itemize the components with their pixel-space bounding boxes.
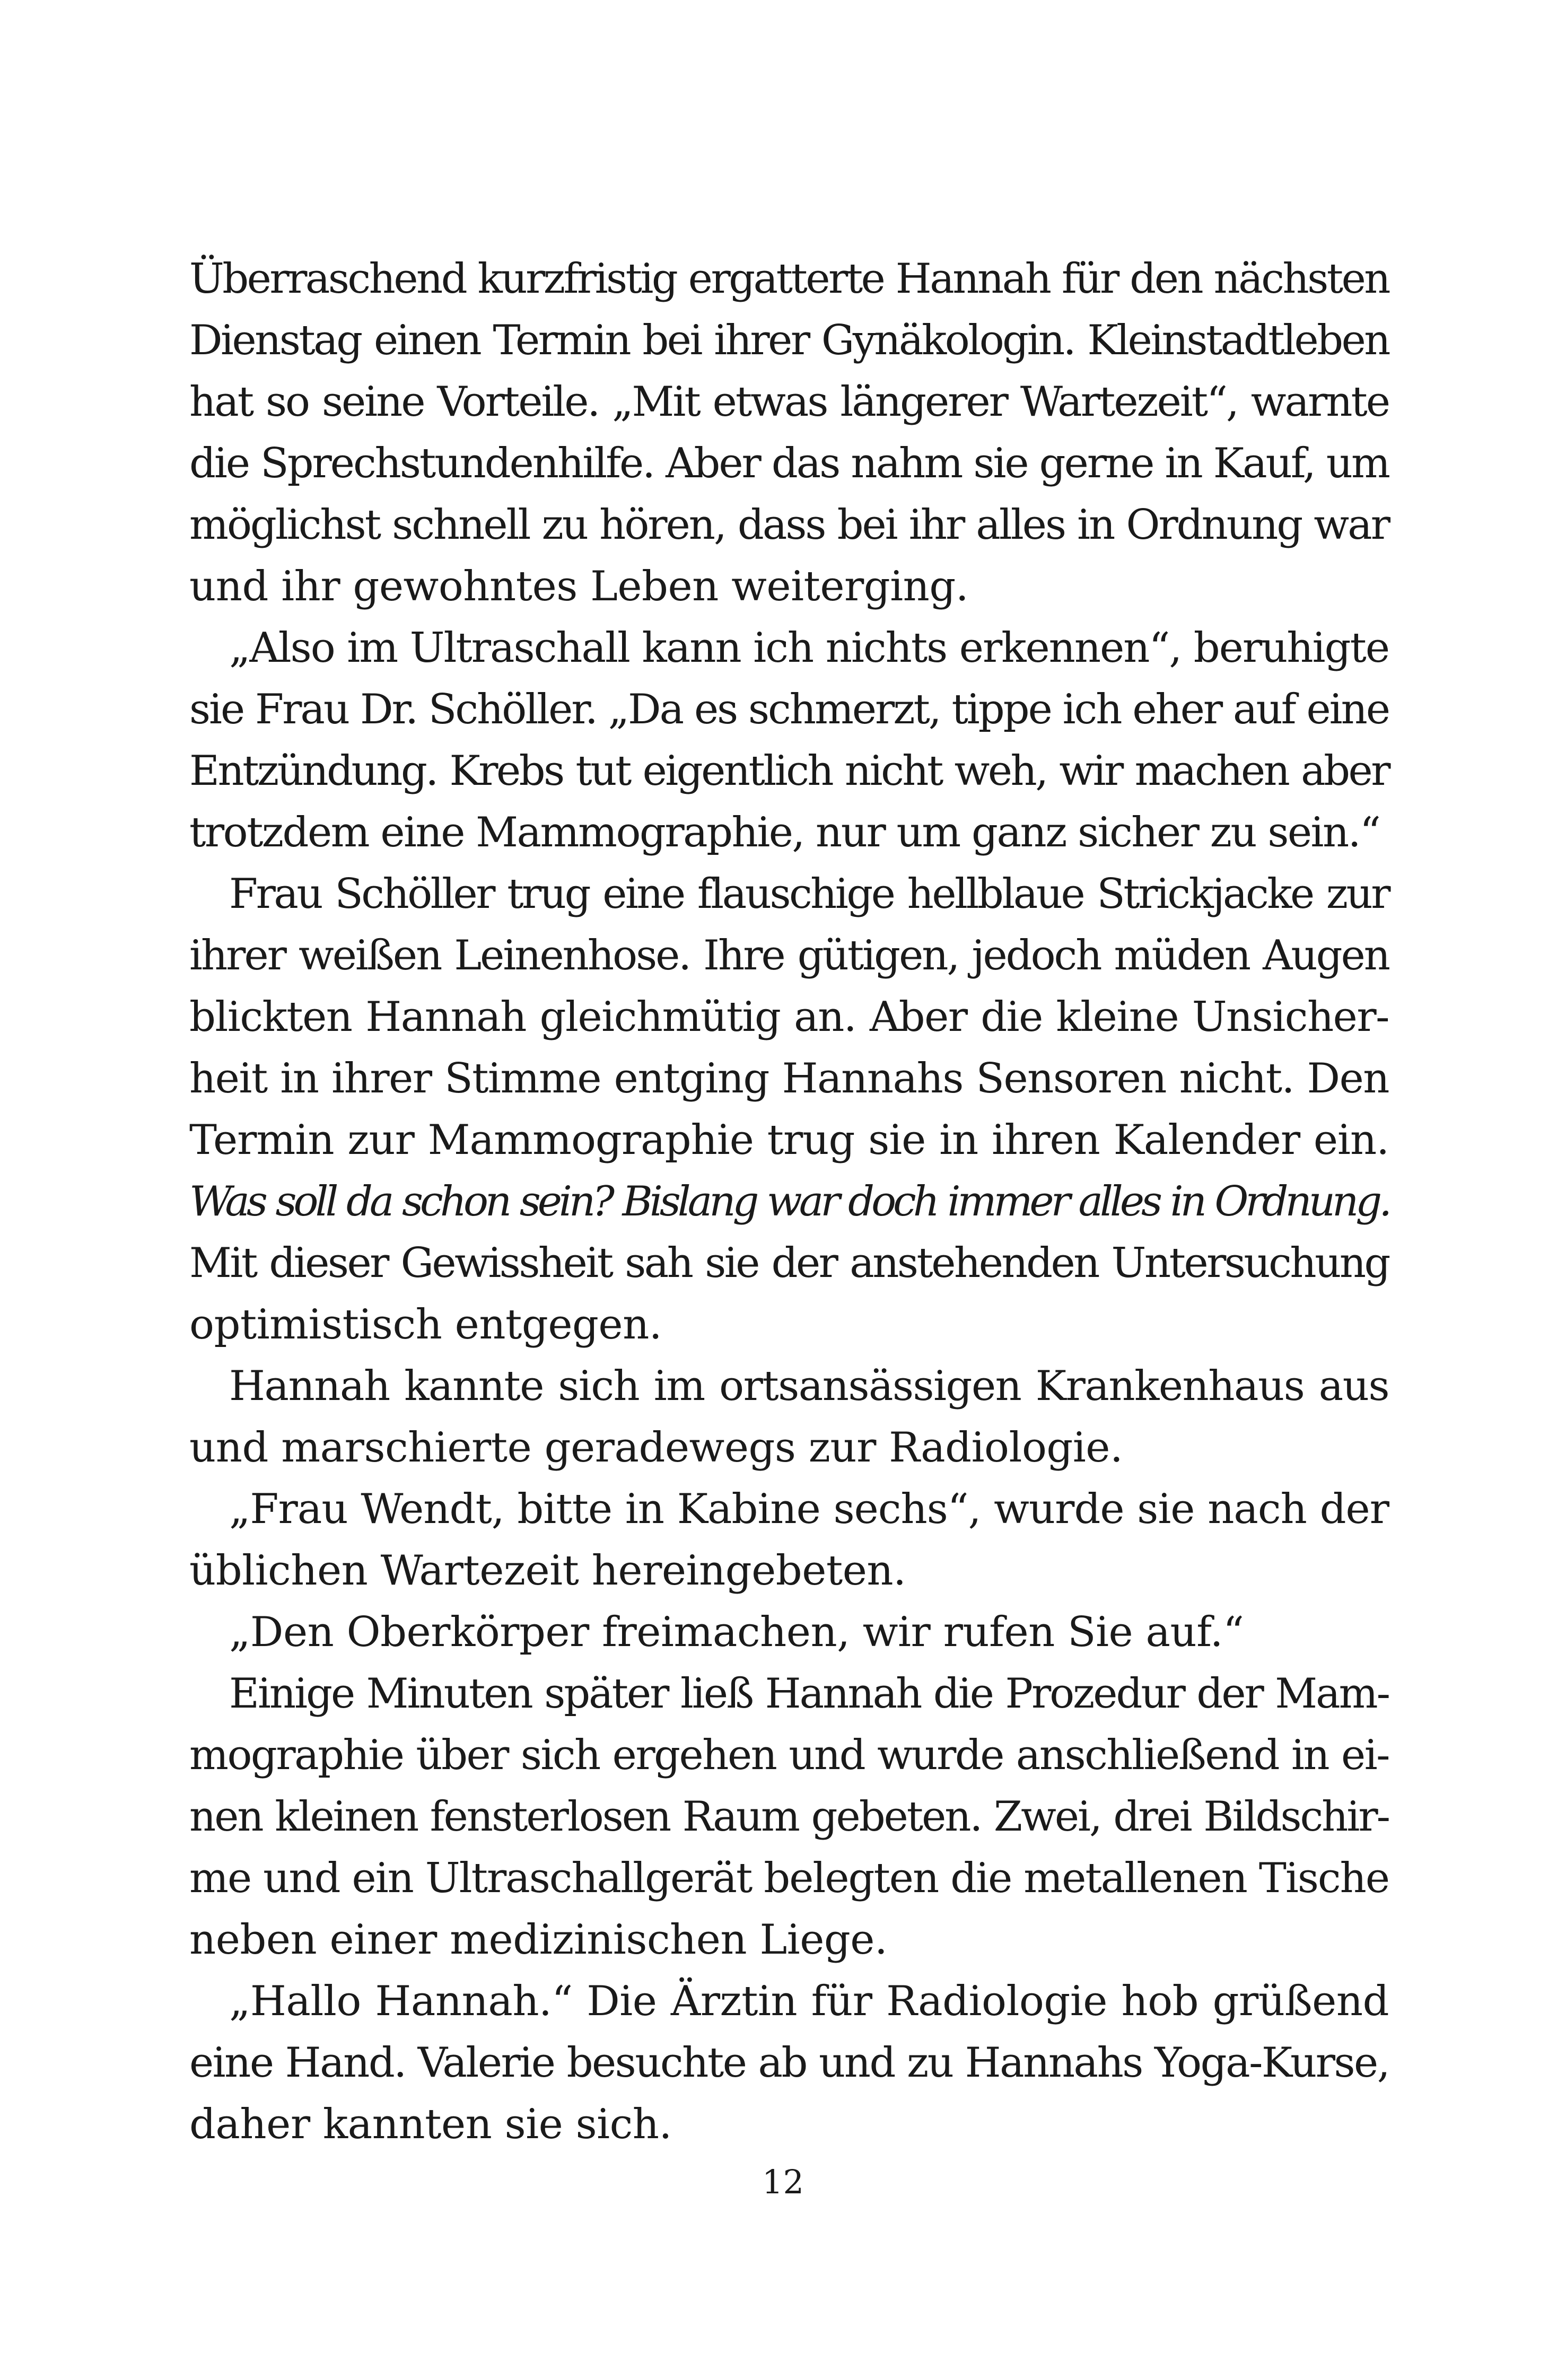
text-line: hat so seine Vorteile. „Mit etwas längerer Wartezeit“, warnte — [189, 378, 1389, 426]
body-text — [189, 248, 1389, 2155]
text-line: Dienstag einen Termin bei ihrer Gynäkologin. Kleinstadtleben — [189, 317, 1389, 364]
text-line: Frau Schöller trug eine flauschige hellblaue Strickjacke zur — [229, 870, 1389, 918]
text-line: „Hallo Hannah.“ Die Ärztin für Radiologie hob grüßend — [229, 1978, 1389, 2025]
text-line: trotzdem eine Mammographie, nur um ganz sicher zu sein.“ — [189, 809, 1380, 856]
text-line: heit in ihrer Stimme entging Hannahs Sensoren nicht. Den — [189, 1055, 1389, 1102]
text-line: Was soll da schon sein? Bislang war doch immer alles in Ordnung. — [189, 1178, 1389, 1226]
text-line: und ihr gewohntes Leben weiterging. — [189, 563, 969, 610]
text-line: Einige Minuten später ließ Hannah die Prozedur der Mam- — [229, 1670, 1389, 1718]
text-line: nen kleinen fensterlosen Raum gebeten. Zwei, drei Bildschir- — [189, 1793, 1389, 1841]
text-line: „Den Oberkörper freimachen, wir rufen Sie auf.“ — [229, 1608, 1244, 1656]
text-line: Entzündung. Krebs tut eigentlich nicht weh, wir machen aber — [189, 747, 1389, 795]
text-line: üblichen Wartezeit hereingebeten. — [189, 1547, 906, 1595]
text-line: Mit dieser Gewissheit sah sie der anstehenden Untersuchung — [189, 1239, 1389, 1287]
text-line: blickten Hannah gleichmütig an. Aber die kleine Unsicher- — [189, 993, 1389, 1041]
text-line: eine Hand. Valerie besuchte ab und zu Hannahs Yoga-Kurse, — [189, 2039, 1389, 2087]
text-line: „Also im Ultraschall kann ich nichts erkennen“, beruhigte — [229, 624, 1389, 672]
text-line: daher kannten sie sich. — [189, 2101, 672, 2148]
text-line: und marschierte geradewegs zur Radiologie. — [189, 1424, 1123, 1472]
text-line: sie Frau Dr. Schöller. „Da es schmerzt, tippe ich eher auf eine — [189, 686, 1389, 733]
text-line: ihrer weißen Leinenhose. Ihre gütigen, jedoch müden Augen — [189, 932, 1389, 979]
text-line: Überraschend kurzfristig ergatterte Hannah für den nächsten — [189, 255, 1389, 303]
text-line: mographie über sich ergehen und wurde anschließend in ei- — [189, 1731, 1389, 1779]
text-line: „Frau Wendt, bitte in Kabine sechs“, wurde sie nach der — [229, 1485, 1389, 1533]
text-line: möglichst schnell zu hören, dass bei ihr alles in Ordnung war — [189, 501, 1389, 549]
text-line: optimistisch entgegen. — [189, 1301, 662, 1349]
text-line: neben einer medizinischen Liege. — [189, 1916, 888, 1964]
text-line: me und ein Ultraschallgerät belegten die metallenen Tische — [189, 1854, 1389, 1902]
text-line: Termin zur Mammographie trug sie in ihren Kalender ein. — [189, 1116, 1389, 1164]
text-line: die Sprechstundenhilfe. Aber das nahm sie gerne in Kauf, um — [189, 440, 1389, 487]
text-line: Hannah kannte sich im ortsansässigen Krankenhaus aus — [229, 1362, 1389, 1410]
page-number: 12 — [762, 2163, 804, 2201]
